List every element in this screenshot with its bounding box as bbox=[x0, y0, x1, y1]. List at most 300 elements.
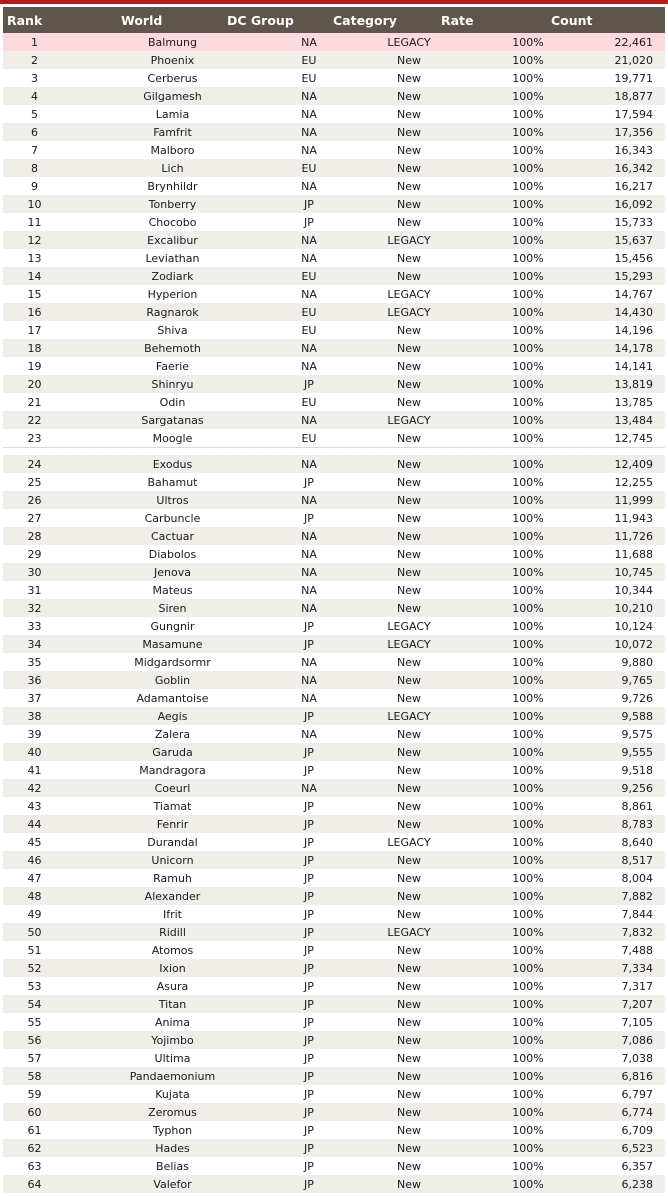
cell-category: New bbox=[397, 511, 421, 525]
cell-world: Siren bbox=[158, 601, 187, 615]
cell-rank: 51 bbox=[27, 943, 42, 957]
cell-category: New bbox=[397, 781, 421, 795]
cell-rate: 100% bbox=[512, 269, 544, 283]
table-row bbox=[3, 743, 665, 761]
cell-count: 19,771 bbox=[614, 71, 653, 85]
cell-dc-group: JP bbox=[304, 745, 314, 759]
cell-dc-group: NA bbox=[301, 107, 317, 121]
cell-count: 7,317 bbox=[621, 979, 653, 993]
cell-category: LEGACY bbox=[387, 619, 431, 633]
header-rank[interactable]: Rank bbox=[7, 12, 43, 28]
cell-count: 6,774 bbox=[621, 1105, 653, 1119]
cell-category: New bbox=[397, 125, 421, 139]
cell-category: New bbox=[397, 601, 421, 615]
cell-rank: 5 bbox=[31, 107, 38, 121]
cell-category: New bbox=[397, 215, 421, 229]
cell-dc-group: JP bbox=[304, 997, 314, 1011]
cell-category: LEGACY bbox=[387, 413, 431, 427]
cell-count: 7,105 bbox=[621, 1015, 653, 1029]
table-row bbox=[3, 887, 665, 905]
table-row bbox=[3, 707, 665, 725]
cell-world: Carbuncle bbox=[144, 511, 201, 525]
cell-dc-group: NA bbox=[301, 125, 317, 139]
table-row bbox=[3, 123, 665, 141]
table-row bbox=[3, 303, 665, 321]
cell-category: New bbox=[397, 889, 421, 903]
cell-rate: 100% bbox=[512, 799, 544, 813]
table-row bbox=[3, 213, 665, 231]
cell-world: Durandal bbox=[147, 835, 198, 849]
cell-world: Ridill bbox=[159, 925, 186, 939]
cell-category: New bbox=[397, 691, 421, 705]
table-row bbox=[3, 581, 665, 599]
cell-rank: 8 bbox=[31, 161, 38, 175]
cell-rank: 26 bbox=[27, 493, 42, 507]
cell-rate: 100% bbox=[512, 511, 544, 525]
cell-count: 6,816 bbox=[621, 1069, 653, 1083]
cell-count: 15,733 bbox=[614, 215, 653, 229]
cell-rank: 44 bbox=[27, 817, 42, 831]
table-row bbox=[3, 509, 665, 527]
table-row bbox=[3, 33, 665, 51]
cell-world: Diabolos bbox=[148, 547, 197, 561]
cell-dc-group: JP bbox=[304, 871, 314, 885]
cell-count: 9,518 bbox=[621, 763, 653, 777]
cell-rank: 15 bbox=[27, 287, 42, 301]
table-row bbox=[3, 177, 665, 195]
cell-rank: 31 bbox=[27, 583, 42, 597]
header-world[interactable]: World bbox=[121, 12, 163, 28]
cell-category: New bbox=[397, 1177, 421, 1191]
cell-rank: 6 bbox=[31, 125, 38, 139]
cell-rank: 21 bbox=[27, 395, 42, 409]
cell-count: 9,575 bbox=[621, 727, 653, 741]
cell-dc-group: JP bbox=[304, 925, 314, 939]
cell-rate: 100% bbox=[512, 359, 544, 373]
cell-count: 7,844 bbox=[621, 907, 653, 921]
cell-count: 8,004 bbox=[621, 871, 653, 885]
table-row bbox=[3, 1067, 665, 1085]
cell-rate: 100% bbox=[512, 251, 544, 265]
cell-rank: 57 bbox=[27, 1051, 42, 1065]
cell-dc-group: NA bbox=[301, 655, 317, 669]
cell-category: New bbox=[397, 583, 421, 597]
cell-category: New bbox=[397, 341, 421, 355]
cell-rank: 23 bbox=[27, 431, 42, 445]
cell-dc-group: NA bbox=[301, 565, 317, 579]
cell-count: 12,409 bbox=[614, 457, 653, 471]
cell-rank: 46 bbox=[27, 853, 42, 867]
table-row bbox=[3, 159, 665, 177]
cell-dc-group: NA bbox=[301, 457, 317, 471]
cell-world: Behemoth bbox=[144, 341, 201, 355]
cell-count: 8,783 bbox=[621, 817, 653, 831]
cell-count: 10,072 bbox=[614, 637, 653, 651]
cell-rate: 100% bbox=[512, 125, 544, 139]
table-row bbox=[3, 1085, 665, 1103]
cell-dc-group: JP bbox=[304, 475, 314, 489]
cell-category: New bbox=[397, 997, 421, 1011]
cell-count: 16,342 bbox=[614, 161, 653, 175]
cell-rank: 45 bbox=[27, 835, 42, 849]
cell-rank: 33 bbox=[27, 619, 42, 633]
cell-rank: 36 bbox=[27, 673, 42, 687]
table-row bbox=[3, 1121, 665, 1139]
cell-world: Sargatanas bbox=[141, 413, 204, 427]
cell-category: New bbox=[397, 71, 421, 85]
cell-rate: 100% bbox=[512, 35, 544, 49]
table-row bbox=[3, 105, 665, 123]
cell-rate: 100% bbox=[512, 673, 544, 687]
cell-category: New bbox=[397, 853, 421, 867]
cell-count: 16,092 bbox=[614, 197, 653, 211]
table-row bbox=[3, 995, 665, 1013]
cell-category: New bbox=[397, 359, 421, 373]
cell-dc-group: JP bbox=[304, 1033, 314, 1047]
cell-rank: 10 bbox=[27, 197, 42, 211]
cell-rate: 100% bbox=[512, 413, 544, 427]
cell-count: 7,832 bbox=[621, 925, 653, 939]
cell-count: 17,594 bbox=[614, 107, 653, 121]
cell-rate: 100% bbox=[512, 943, 544, 957]
cell-rate: 100% bbox=[512, 1015, 544, 1029]
cell-count: 6,797 bbox=[621, 1087, 653, 1101]
cell-world: Ragnarok bbox=[146, 305, 199, 319]
cell-dc-group: JP bbox=[304, 907, 314, 921]
cell-world: Gilgamesh bbox=[143, 89, 202, 103]
cell-rank: 22 bbox=[27, 413, 42, 427]
table-row bbox=[3, 959, 665, 977]
cell-category: New bbox=[397, 1105, 421, 1119]
cell-rank: 28 bbox=[27, 529, 42, 543]
cell-world: Coeurl bbox=[154, 781, 191, 795]
cell-world: Leviathan bbox=[145, 251, 200, 265]
cell-count: 9,588 bbox=[621, 709, 653, 723]
cell-category: New bbox=[397, 529, 421, 543]
table-row bbox=[3, 285, 665, 303]
cell-dc-group: JP bbox=[304, 835, 314, 849]
cell-count: 21,020 bbox=[614, 53, 653, 67]
table-row bbox=[3, 617, 665, 635]
cell-dc-group: JP bbox=[304, 619, 314, 633]
table-row bbox=[3, 1139, 665, 1157]
cell-dc-group: NA bbox=[301, 529, 317, 543]
cell-world: Balmung bbox=[148, 35, 197, 49]
cell-world: Typhon bbox=[152, 1123, 193, 1137]
cell-world: Exodus bbox=[152, 457, 193, 471]
cell-dc-group: NA bbox=[301, 35, 317, 49]
cell-dc-group: EU bbox=[301, 431, 317, 445]
cell-count: 6,238 bbox=[621, 1177, 653, 1191]
cell-rank: 34 bbox=[27, 637, 42, 651]
cell-rank: 59 bbox=[27, 1087, 42, 1101]
table-row bbox=[3, 321, 665, 339]
cell-dc-group: NA bbox=[301, 251, 317, 265]
cell-rate: 100% bbox=[512, 727, 544, 741]
cell-rate: 100% bbox=[512, 763, 544, 777]
cell-rank: 38 bbox=[27, 709, 42, 723]
cell-world: Yojimbo bbox=[151, 1033, 194, 1047]
cell-dc-group: JP bbox=[304, 853, 314, 867]
cell-rate: 100% bbox=[512, 781, 544, 795]
cell-rank: 19 bbox=[27, 359, 42, 373]
cell-rank: 62 bbox=[27, 1141, 42, 1155]
cell-dc-group: NA bbox=[301, 413, 317, 427]
cell-category: New bbox=[397, 547, 421, 561]
cell-count: 12,745 bbox=[614, 431, 653, 445]
cell-rate: 100% bbox=[512, 1033, 544, 1047]
cell-rank: 60 bbox=[27, 1105, 42, 1119]
cell-world: Shinryu bbox=[151, 377, 194, 391]
cell-rate: 100% bbox=[512, 817, 544, 831]
cell-world: Chocobo bbox=[148, 215, 197, 229]
cell-world: Midgardsormr bbox=[134, 655, 211, 669]
cell-count: 7,086 bbox=[621, 1033, 653, 1047]
cell-dc-group: JP bbox=[304, 637, 314, 651]
cell-world: Faerie bbox=[155, 359, 190, 373]
cell-rank: 58 bbox=[27, 1069, 42, 1083]
cell-dc-group: EU bbox=[301, 269, 317, 283]
cell-category: New bbox=[397, 727, 421, 741]
table-row bbox=[3, 1103, 665, 1121]
cell-count: 15,456 bbox=[614, 251, 653, 265]
cell-rate: 100% bbox=[512, 655, 544, 669]
cell-dc-group: JP bbox=[304, 709, 314, 723]
table-row bbox=[3, 671, 665, 689]
table-row bbox=[3, 411, 665, 429]
cell-world: Hyperion bbox=[147, 287, 198, 301]
cell-world: Malboro bbox=[150, 143, 195, 157]
cell-category: New bbox=[397, 251, 421, 265]
cell-rank: 17 bbox=[27, 323, 42, 337]
cell-dc-group: EU bbox=[301, 323, 317, 337]
cell-world: Cactuar bbox=[150, 529, 195, 543]
cell-category: New bbox=[397, 1069, 421, 1083]
cell-dc-group: NA bbox=[301, 673, 317, 687]
header-dc-group[interactable]: DC Group bbox=[227, 12, 294, 28]
cell-category: LEGACY bbox=[387, 233, 431, 247]
cell-rank: 2 bbox=[31, 53, 38, 67]
cell-rate: 100% bbox=[512, 71, 544, 85]
cell-category: New bbox=[397, 431, 421, 445]
table-row bbox=[3, 815, 665, 833]
cell-rank: 42 bbox=[27, 781, 42, 795]
cell-rate: 100% bbox=[512, 1069, 544, 1083]
cell-count: 6,357 bbox=[621, 1159, 653, 1173]
cell-rate: 100% bbox=[512, 89, 544, 103]
cell-world: Excalibur bbox=[147, 233, 198, 247]
header-rate[interactable]: Rate bbox=[441, 12, 474, 28]
cell-count: 10,124 bbox=[614, 619, 653, 633]
cell-rate: 100% bbox=[512, 475, 544, 489]
cell-rank: 18 bbox=[27, 341, 42, 355]
table-row bbox=[3, 599, 665, 617]
table-row bbox=[3, 689, 665, 707]
cell-rank: 35 bbox=[27, 655, 42, 669]
cell-dc-group: EU bbox=[301, 71, 317, 85]
cell-count: 18,877 bbox=[614, 89, 653, 103]
table-row bbox=[3, 1013, 665, 1031]
cell-rank: 25 bbox=[27, 475, 42, 489]
cell-category: New bbox=[397, 143, 421, 157]
cell-rate: 100% bbox=[512, 493, 544, 507]
cell-world: Zodiark bbox=[151, 269, 194, 283]
cell-count: 14,430 bbox=[614, 305, 653, 319]
table-row bbox=[3, 267, 665, 285]
cell-rank: 11 bbox=[27, 215, 42, 229]
table-header-row bbox=[3, 7, 665, 33]
cell-rate: 100% bbox=[512, 907, 544, 921]
table-row bbox=[3, 797, 665, 815]
table-row bbox=[3, 725, 665, 743]
cell-dc-group: JP bbox=[304, 1051, 314, 1065]
table-row bbox=[3, 249, 665, 267]
cell-rank: 24 bbox=[27, 457, 42, 471]
cell-count: 14,141 bbox=[614, 359, 653, 373]
table-row bbox=[3, 87, 665, 105]
cell-count: 10,210 bbox=[614, 601, 653, 615]
cell-dc-group: NA bbox=[301, 233, 317, 247]
cell-rate: 100% bbox=[512, 961, 544, 975]
cell-count: 13,785 bbox=[614, 395, 653, 409]
cell-world: Cerberus bbox=[147, 71, 198, 85]
cell-category: New bbox=[397, 871, 421, 885]
cell-rank: 7 bbox=[31, 143, 38, 157]
cell-category: New bbox=[397, 565, 421, 579]
cell-dc-group: NA bbox=[301, 89, 317, 103]
table-row bbox=[3, 429, 665, 447]
cell-world: Hades bbox=[155, 1141, 190, 1155]
cell-world: Ultima bbox=[154, 1051, 191, 1065]
table-row bbox=[3, 653, 665, 671]
cell-rate: 100% bbox=[512, 1123, 544, 1137]
table-row bbox=[3, 1031, 665, 1049]
cell-dc-group: JP bbox=[304, 763, 314, 777]
table-row bbox=[3, 635, 665, 653]
cell-rate: 100% bbox=[512, 925, 544, 939]
cell-count: 12,255 bbox=[614, 475, 653, 489]
cell-rate: 100% bbox=[512, 457, 544, 471]
cell-rate: 100% bbox=[512, 529, 544, 543]
cell-dc-group: JP bbox=[304, 215, 314, 229]
cell-world: Kujata bbox=[155, 1087, 190, 1101]
cell-category: LEGACY bbox=[387, 305, 431, 319]
cell-rate: 100% bbox=[512, 871, 544, 885]
cell-dc-group: JP bbox=[304, 377, 314, 391]
cell-dc-group: JP bbox=[304, 1087, 314, 1101]
cell-rate: 100% bbox=[512, 853, 544, 867]
cell-world: Mateus bbox=[152, 583, 193, 597]
cell-rank: 47 bbox=[27, 871, 42, 885]
table-row bbox=[3, 231, 665, 249]
cell-count: 14,196 bbox=[614, 323, 653, 337]
cell-category: New bbox=[397, 493, 421, 507]
cell-world: Alexander bbox=[144, 889, 201, 903]
cell-rate: 100% bbox=[512, 53, 544, 67]
cell-rate: 100% bbox=[512, 619, 544, 633]
cell-category: New bbox=[397, 1033, 421, 1047]
cell-count: 7,334 bbox=[621, 961, 653, 975]
cell-category: New bbox=[397, 979, 421, 993]
cell-dc-group: NA bbox=[301, 359, 317, 373]
cell-rank: 3 bbox=[31, 71, 38, 85]
cell-rate: 100% bbox=[512, 107, 544, 121]
cell-world: Asura bbox=[156, 979, 189, 993]
table-row bbox=[3, 905, 665, 923]
cell-category: New bbox=[397, 673, 421, 687]
cell-rank: 32 bbox=[27, 601, 42, 615]
cell-rate: 100% bbox=[512, 1051, 544, 1065]
cell-count: 14,178 bbox=[614, 341, 653, 355]
cell-category: New bbox=[397, 961, 421, 975]
header-category[interactable]: Category bbox=[333, 12, 397, 28]
cell-rate: 100% bbox=[512, 341, 544, 355]
cell-category: LEGACY bbox=[387, 709, 431, 723]
cell-dc-group: JP bbox=[304, 1177, 314, 1191]
cell-rank: 50 bbox=[27, 925, 42, 939]
cell-category: LEGACY bbox=[387, 35, 431, 49]
cell-world: Lich bbox=[161, 161, 184, 175]
cell-rate: 100% bbox=[512, 323, 544, 337]
cell-rate: 100% bbox=[512, 547, 544, 561]
cell-category: New bbox=[397, 655, 421, 669]
table-row bbox=[3, 923, 665, 941]
table-row bbox=[3, 941, 665, 959]
cell-rate: 100% bbox=[512, 565, 544, 579]
cell-dc-group: NA bbox=[301, 583, 317, 597]
cell-dc-group: NA bbox=[301, 691, 317, 705]
cell-world: Unicorn bbox=[151, 853, 194, 867]
cell-category: New bbox=[397, 1123, 421, 1137]
cell-category: New bbox=[397, 377, 421, 391]
cell-world: Famfrit bbox=[153, 125, 192, 139]
cell-rank: 20 bbox=[27, 377, 42, 391]
cell-world: Belias bbox=[156, 1159, 189, 1173]
cell-dc-group: EU bbox=[301, 305, 317, 319]
cell-count: 15,637 bbox=[614, 233, 653, 247]
cell-category: New bbox=[397, 763, 421, 777]
table-row bbox=[3, 357, 665, 375]
cell-world: Phoenix bbox=[150, 53, 195, 67]
cell-rate: 100% bbox=[512, 431, 544, 445]
cell-category: New bbox=[397, 161, 421, 175]
cell-rank: 40 bbox=[27, 745, 42, 759]
cell-rate: 100% bbox=[512, 377, 544, 391]
cell-count: 11,688 bbox=[614, 547, 653, 561]
cell-count: 10,745 bbox=[614, 565, 653, 579]
cell-rate: 100% bbox=[512, 215, 544, 229]
cell-world: Tonberry bbox=[148, 197, 197, 211]
cell-world: Valefor bbox=[153, 1177, 192, 1191]
cell-rate: 100% bbox=[512, 287, 544, 301]
cell-world: Mandragora bbox=[139, 763, 206, 777]
cell-rate: 100% bbox=[512, 1087, 544, 1101]
header-count[interactable]: Count bbox=[551, 12, 593, 28]
cell-rate: 100% bbox=[512, 709, 544, 723]
cell-rank: 48 bbox=[27, 889, 42, 903]
cell-count: 16,217 bbox=[614, 179, 653, 193]
cell-dc-group: JP bbox=[304, 1123, 314, 1137]
top-accent-line bbox=[0, 0, 668, 4]
cell-rate: 100% bbox=[512, 745, 544, 759]
cell-dc-group: JP bbox=[304, 1105, 314, 1119]
cell-category: New bbox=[397, 943, 421, 957]
cell-rate: 100% bbox=[512, 601, 544, 615]
cell-world: Anima bbox=[154, 1015, 190, 1029]
cell-world: Ramuh bbox=[153, 871, 192, 885]
cell-dc-group: NA bbox=[301, 179, 317, 193]
cell-rank: 49 bbox=[27, 907, 42, 921]
